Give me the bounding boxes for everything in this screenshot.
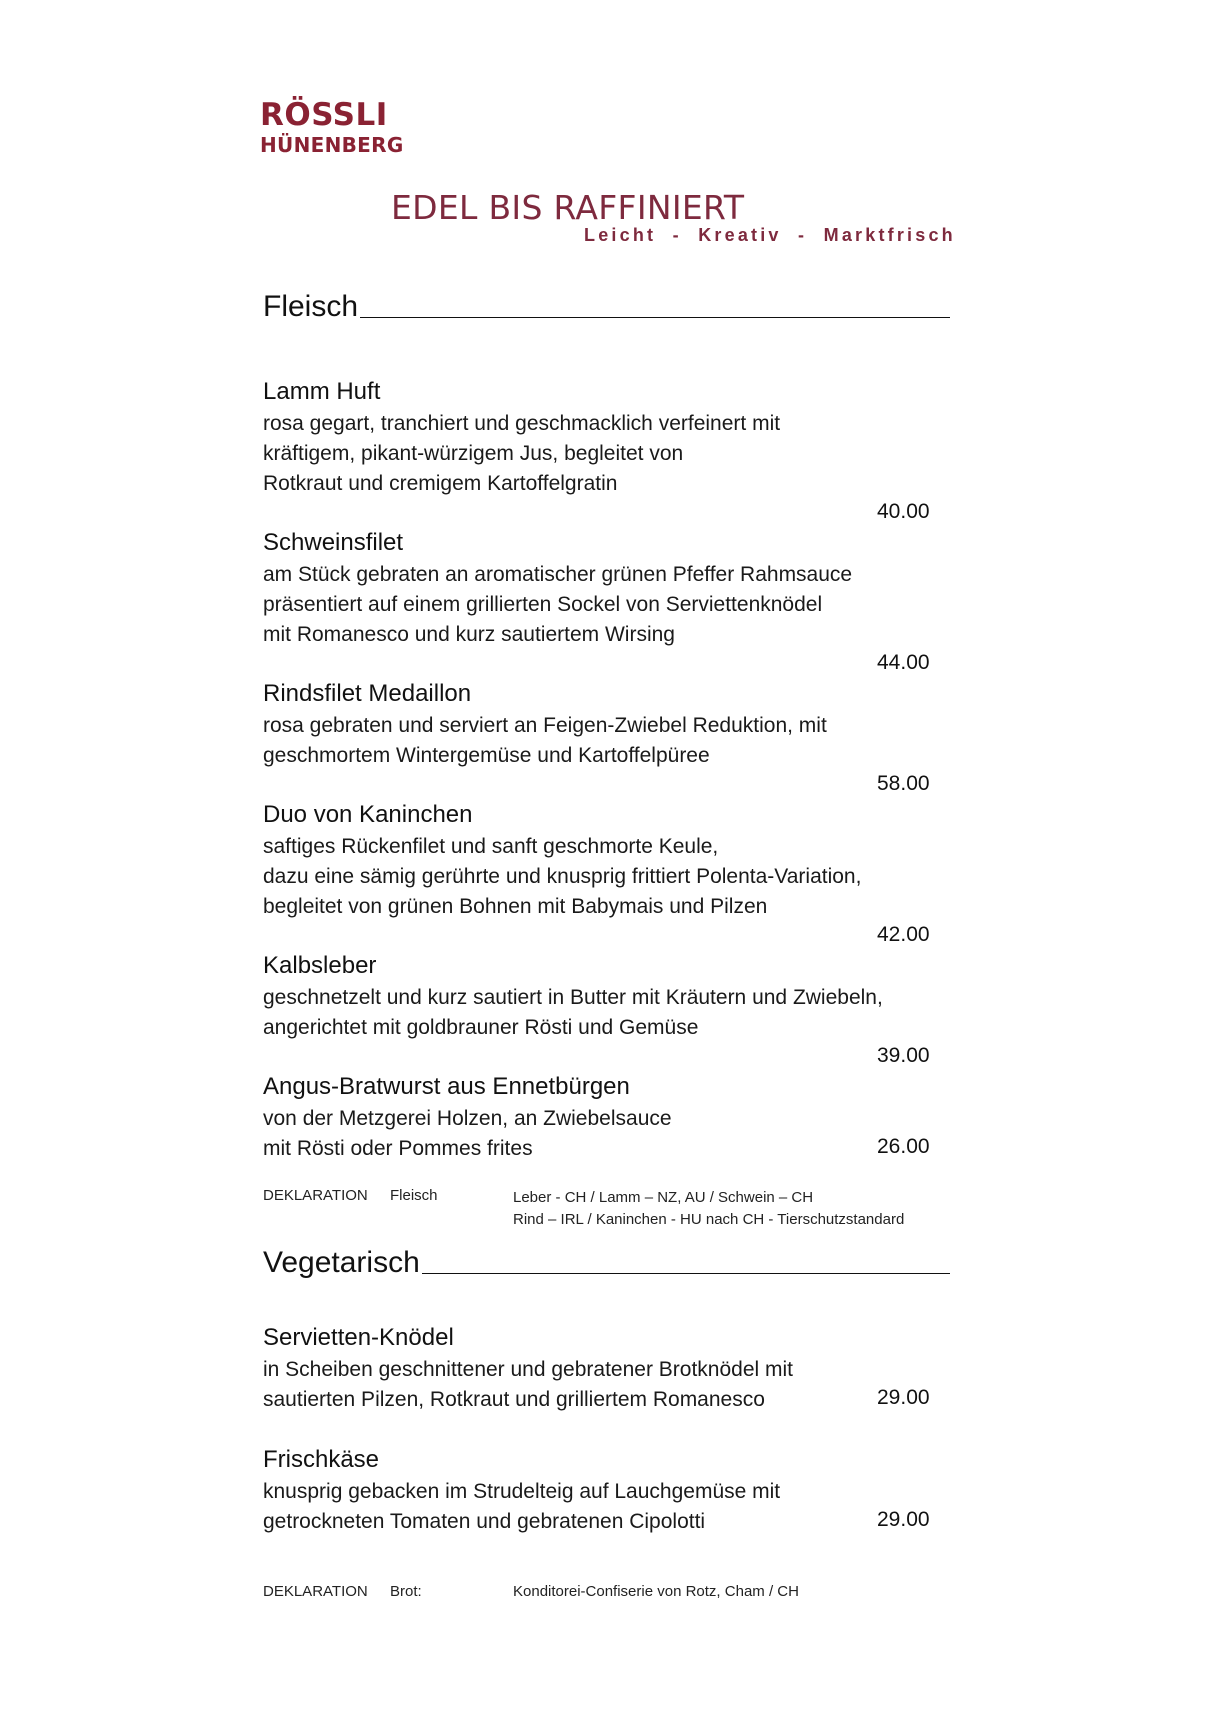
dish-description: am Stück gebraten an aromatischer grünen Pfeffer Rahmsauce präsentiert auf einem grillierten Sockel von Serviettenknödel mit Romanesco und kurz sautiertem Wirsing <box>263 563 853 646</box>
dish-description: in Scheiben geschnittener und gebratener Brotknödel mit sautierten Pilzen, Rotkraut und grilliertem Romanesco <box>263 1358 794 1411</box>
section-rule <box>360 317 950 318</box>
declaration-text: Konditorei-Confiserie von Rotz, Cham / CH <box>513 1583 799 1600</box>
declaration-label: DEKLARATION <box>263 1583 368 1600</box>
dish-name: Kalbsleber <box>263 952 377 979</box>
dish-name: Servietten-Knödel <box>263 1324 454 1351</box>
dish-name: Lamm Huft <box>263 378 381 405</box>
dish-name: Duo von Kaninchen <box>263 801 473 828</box>
dish-price: 29.00 <box>877 1508 930 1531</box>
menu-title: EDEL BIS RAFFINIERT <box>391 188 745 227</box>
dish-price: 42.00 <box>877 923 930 946</box>
dish-description: geschnetzelt und kurz sautiert in Butter mit Kräutern und Zwiebeln, angerichtet mit goldbrauner Rösti und Gemüse <box>263 986 883 1039</box>
dish-description: saftiges Rückenfilet und sanft geschmorte Keule, dazu eine sämig gerührte und knusprig frittiert Polenta-Variation, begleitet von grünen Bohnen mit Babymais und Pilzen <box>263 835 862 918</box>
dish-price: 44.00 <box>877 651 930 674</box>
dish-name: Frischkäse <box>263 1446 380 1473</box>
logo-line-1: RÖSSLI <box>260 97 388 133</box>
dish-name: Schweinsfilet <box>263 529 404 556</box>
dish-description: rosa gebraten und serviert an Feigen-Zwiebel Reduktion, mit geschmortem Wintergemüse und Kartoffelpüree <box>263 714 827 767</box>
declaration-category: Fleisch <box>390 1187 438 1204</box>
section-title: Fleisch <box>263 290 359 323</box>
dish-price: 29.00 <box>877 1386 930 1409</box>
dish-price: 40.00 <box>877 500 930 523</box>
section-title: Vegetarisch <box>263 1246 420 1279</box>
dish-description: von der Metzgerei Holzen, an Zwiebelsauce mit Rösti oder Pommes frites <box>263 1107 672 1160</box>
menu-subtitle: Leicht - Kreativ - Marktfrisch <box>584 225 956 245</box>
section-rule <box>422 1273 950 1274</box>
dish-price: 39.00 <box>877 1044 930 1067</box>
menu-tagline <box>391 188 956 245</box>
section-heading-fleisch <box>263 290 950 324</box>
logo-line-2: HÜNENBERG <box>260 133 404 157</box>
dish-name: Rindsfilet Medaillon <box>263 680 472 707</box>
declaration-category: Brot: <box>390 1583 422 1600</box>
declaration-text: Leber - CH / Lamm – NZ, AU / Schwein – CH Rind – IRL / Kaninchen - HU nach CH - Tierschutzstandard <box>513 1189 905 1228</box>
section-heading-vegetarisch <box>263 1246 950 1280</box>
declaration-label: DEKLARATION <box>263 1187 368 1204</box>
dish-name: Angus-Bratwurst aus Ennetbürgen <box>263 1073 630 1100</box>
dish-description: knusprig gebacken im Strudelteig auf Lauchgemüse mit getrockneten Tomaten und gebratenen Cipolotti <box>263 1480 781 1533</box>
dish-description: rosa gegart, tranchiert und geschmacklich verfeinert mit kräftigem, pikant-würzigem Jus, begleitet von Rotkraut und cremigem Kartoffelgratin <box>263 412 781 495</box>
dish-price: 58.00 <box>877 772 930 795</box>
restaurant-logo <box>260 97 404 157</box>
dish-price: 26.00 <box>877 1135 930 1158</box>
